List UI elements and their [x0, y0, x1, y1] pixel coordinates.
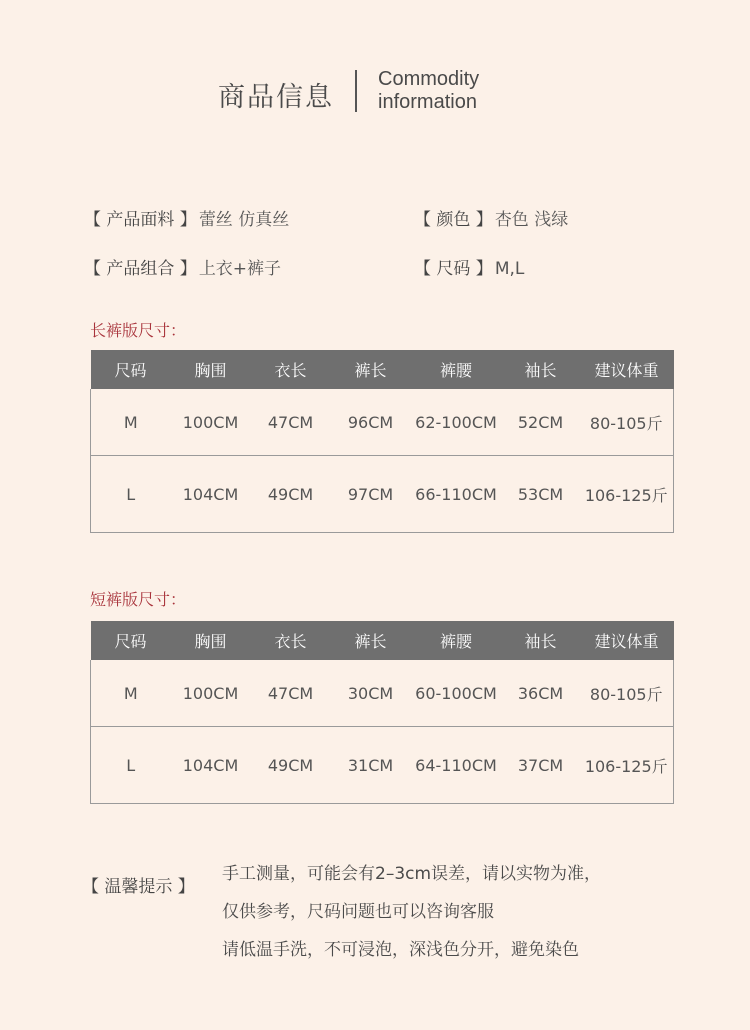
- table-cell: 97CM: [331, 456, 411, 533]
- table-cell: 49CM: [251, 456, 331, 533]
- info-size-label: 【 尺码 】: [414, 259, 493, 279]
- info-size: [414, 254, 524, 279]
- header-cell-chest: 胸围: [171, 350, 251, 389]
- header-cell-size: 尺码: [91, 621, 171, 660]
- table-cell: 52CM: [502, 389, 580, 456]
- page-title-en: [378, 68, 479, 114]
- table-cell: M: [91, 660, 171, 727]
- table-cell: 104CM: [171, 727, 251, 804]
- info-combo-value: 上衣+裤子: [198, 259, 282, 279]
- table-cell: 49CM: [251, 727, 331, 804]
- table-cell: 47CM: [251, 389, 331, 456]
- table-cell: 37CM: [502, 727, 580, 804]
- page-header: [0, 68, 750, 118]
- info-material-label: 【 产品面料 】: [84, 210, 197, 230]
- table-cell: 104CM: [171, 456, 251, 533]
- header-cell-size: 尺码: [91, 350, 171, 389]
- table-cell: 80-105斤: [580, 660, 674, 727]
- short-pants-size-table: [90, 621, 674, 804]
- table-row: [91, 389, 674, 456]
- info-size-value: M,L: [494, 259, 525, 279]
- table-row: [91, 660, 674, 727]
- header-cell-top-length: 衣长: [251, 350, 331, 389]
- table-cell: L: [91, 456, 171, 533]
- table-cell: 80-105斤: [580, 389, 674, 456]
- table-header-row: [91, 621, 674, 660]
- info-color-value: 杏色 浅绿: [494, 210, 569, 230]
- info-material-value: 蕾丝 仿真丝: [198, 210, 290, 230]
- header-cell-weight: 建议体重: [580, 621, 674, 660]
- long-pants-section-title: 长裤版尺寸：: [90, 321, 187, 340]
- table-cell: 106-125斤: [580, 727, 674, 804]
- header-divider: [355, 70, 357, 112]
- long-pants-size-table: [90, 350, 674, 533]
- header-cell-waist: 裤腰: [411, 350, 502, 389]
- header-cell-sleeve: 袖长: [502, 350, 580, 389]
- info-color: [414, 205, 568, 230]
- notice-line: 手工测量，可能会有2–3cm误差，请以实物为准，: [222, 864, 602, 884]
- header-cell-waist: 裤腰: [411, 621, 502, 660]
- table-cell: L: [91, 727, 171, 804]
- notice-label: 【 温馨提示 】: [82, 877, 195, 897]
- header-cell-weight: 建议体重: [580, 350, 674, 389]
- table-cell: 62-100CM: [411, 389, 502, 456]
- info-color-label: 【 颜色 】: [414, 210, 493, 230]
- table-cell: 31CM: [331, 727, 411, 804]
- table-cell: 100CM: [171, 660, 251, 727]
- table-cell: 64-110CM: [411, 727, 502, 804]
- table-cell: 53CM: [502, 456, 580, 533]
- table-cell: 106-125斤: [580, 456, 674, 533]
- notice-line: 请低温手洗，不可浸泡，深浅色分开，避免染色: [222, 940, 579, 960]
- table-cell: 96CM: [331, 389, 411, 456]
- info-material: [84, 205, 289, 230]
- short-pants-section-title: 短裤版尺寸：: [90, 590, 187, 609]
- notice-line: 仅供参考，尺码问题也可以咨询客服: [222, 902, 494, 922]
- notice-text: [222, 856, 601, 970]
- page-title-cn: 商品信息: [218, 82, 334, 113]
- header-cell-pants-length: 裤长: [331, 350, 411, 389]
- table-row: [91, 456, 674, 533]
- info-combo: [84, 254, 281, 279]
- table-cell: 36CM: [502, 660, 580, 727]
- header-cell-sleeve: 袖长: [502, 621, 580, 660]
- table-cell: 100CM: [171, 389, 251, 456]
- page-title-en-line2: information: [378, 91, 477, 113]
- info-combo-label: 【 产品组合 】: [84, 259, 197, 279]
- table-cell: 60-100CM: [411, 660, 502, 727]
- table-row: [91, 727, 674, 804]
- page-title-en-line1: Commodity: [378, 68, 480, 90]
- table-cell: M: [91, 389, 171, 456]
- table-header-row: [91, 350, 674, 389]
- header-cell-top-length: 衣长: [251, 621, 331, 660]
- table-cell: 30CM: [331, 660, 411, 727]
- header-cell-pants-length: 裤长: [331, 621, 411, 660]
- table-cell: 66-110CM: [411, 456, 502, 533]
- header-cell-chest: 胸围: [171, 621, 251, 660]
- table-cell: 47CM: [251, 660, 331, 727]
